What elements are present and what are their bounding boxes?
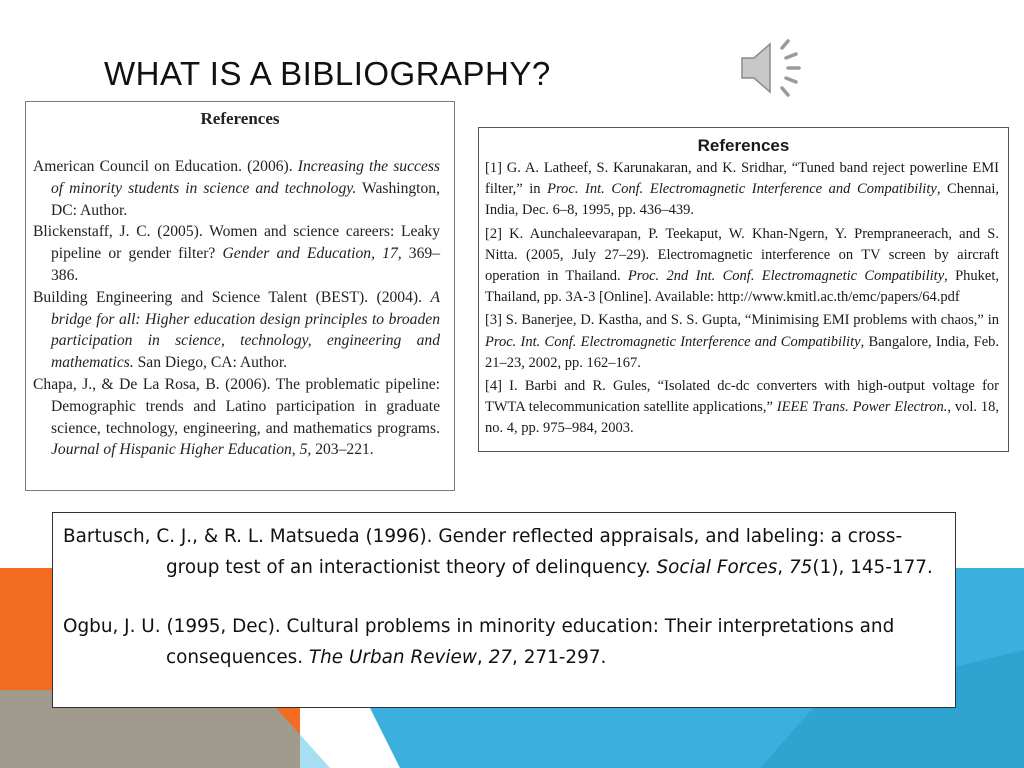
reference-entry: Blickenstaff, J. C. (2005). Women and science careers: Leaky pipeline or gender filter? Gender and Education, 17, 369–386. [33,223,440,284]
right-references-heading: References [697,136,790,155]
right-references-box [478,127,1009,452]
left-references-heading: References [200,109,280,128]
reference-entry: Building Engineering and Science Talent (BEST). (2004). A bridge for all: Higher education design principles to broaden participation in science, technology, engineering and mathematics. San Diego, CA: Author. [33,288,440,372]
left-references-box [25,101,455,491]
speaker-sound-icon[interactable] [738,36,814,100]
reference-entry: [4] I. Barbi and R. Gules, “Isolated dc-dc converters with high-output voltage for TWTA telecommunication satellite applications,” IEEE Trans. Power Electron., vol. 18, no. 4, pp. 975–984, 2003. [485,378,999,437]
slide-title: WHAT IS A BIBLIOGRAPHY? [104,55,551,92]
reference-entry: Chapa, J., & De La Rosa, B. (2006). The problematic pipeline: Demographic trends and Latino participation in graduate science, technology, engineering, and mathematics programs. Journal of Hispanic Higher Education, 5, 203–221. [33,375,440,459]
reference-entry: American Council on Education. (2006). Increasing the success of minority students in science and technology. Washington, DC: Author. [33,158,441,219]
reference-entry: Bartusch, C. J., & R. L. Matsueda (1996). Gender reflected appraisals, and labeling: a cross-group test of an interactionist theory of delinquency. Social Forces, 75(1), 145-177. [63,526,933,578]
apa-references-box [52,512,956,708]
speaker-body [742,44,770,92]
left-references-list [26,130,454,461]
reference-entry: [2] K. Aunchaleevarapan, P. Teekaput, W. Khan-Ngern, Y. Prempraneerach, and S. Nitta. (2005, July 27–29). Electromagnetic interference on TV screen by aircraft operation in Thailand. Proc. 2nd Int. Conf. Electromagnetic Compatibility, Phuket, Thailand, pp. 3A-3 [Online]. Available: http://www.kmitl.ac.th/emc/papers/64.pdf [485,225,1000,306]
reference-entry: [3] S. Banerjee, D. Kastha, and S. S. Gupta, “Minimising EMI problems with chaos,” in Proc. Int. Conf. Electromagnetic Interference and Compatibility, Bangalore, India, Feb. 21–23, 2002, pp. 162–167. [485,312,999,371]
reference-entry: Ogbu, J. U. (1995, Dec). Cultural problems in minority education: Their interpretations and consequences. The Urban Review, 27, 271-297. [63,616,895,668]
right-references-list [479,156,1008,440]
reference-entry: [1] G. A. Latheef, S. Karunakaran, and K. Sridhar, “Tuned band reject powerline EMI filter,” in Proc. Int. Conf. Electromagnetic Interference and Compatibility, Chennai, India, Dec. 6–8, 1995, pp. 436–439. [485,160,1000,219]
sound-wave-lines [782,41,799,95]
